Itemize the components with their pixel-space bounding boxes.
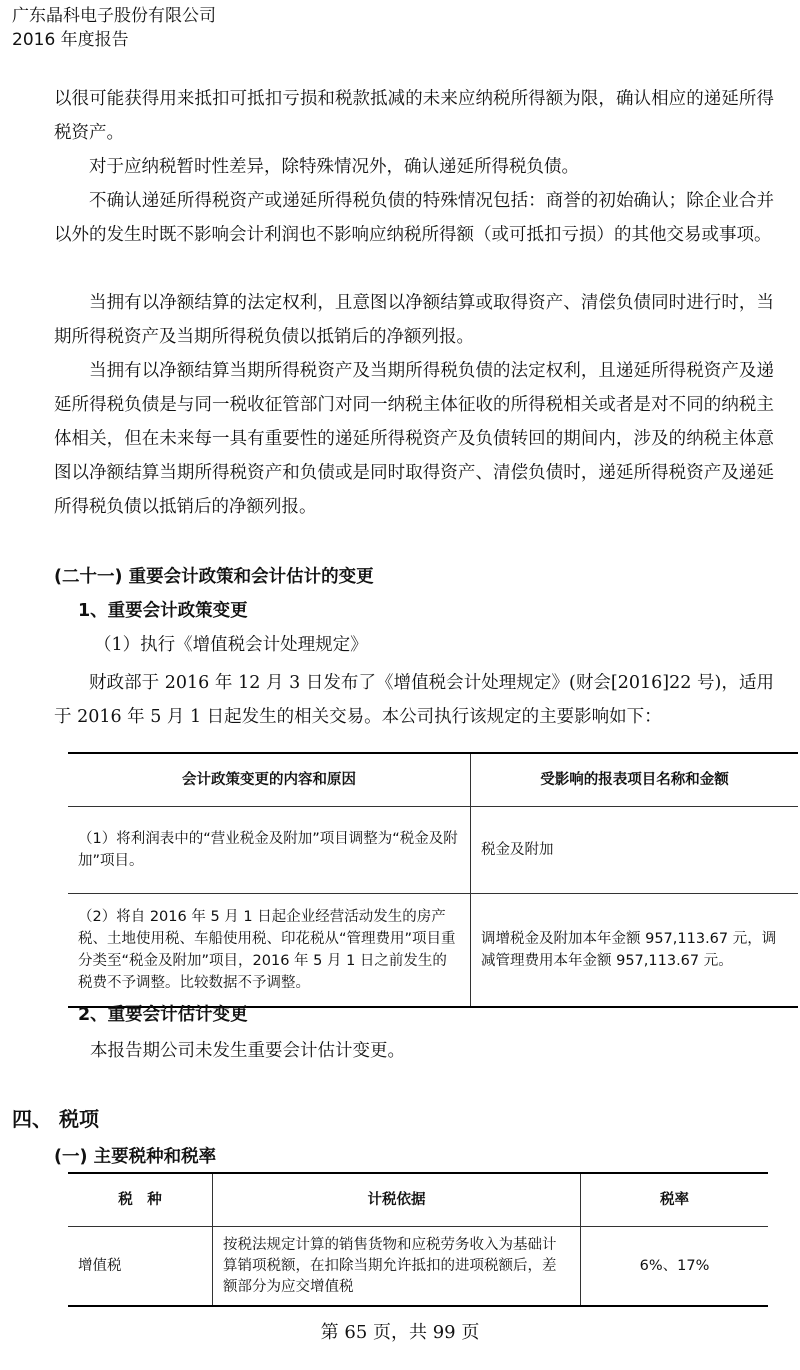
estimate-change-body: 本报告期公司未发生重要会计估计变更。 (90, 1041, 405, 1061)
table-header-row (68, 1173, 768, 1227)
paragraph-current-tax-offset: 当拥有以净额结算的法定权利，且意图以净额结算或取得资产、清偿负债同时进行时，当期所得税资产及当期所得税负债以抵销后的净额列报。 (54, 293, 774, 347)
main-taxes-heading: (一) 主要税种和税率 (54, 1147, 217, 1167)
company-name: 广东晶科电子股份有限公司 (12, 6, 216, 26)
estimate-change-heading: 2、重要会计估计变更 (78, 1005, 248, 1025)
policy-change-table (68, 752, 798, 1008)
tax-rate-table (68, 1172, 768, 1307)
paragraph-deferred-tax-liability: 对于应纳税暂时性差异，除特殊情况外，确认递延所得税负债。 (89, 157, 579, 177)
table-row (68, 1227, 768, 1307)
table-header-cell: 受影响的报表项目名称和金额 (471, 753, 799, 807)
table-cell: （2）将自 2016 年 5 月 1 日起企业经营活动发生的房产税、土地使用税、车船使用税、印花税从“管理费用”项目重分类至“税金及附加”项目，2016 年 5 月 1 日之前发生的税费不予调整。比较数据不予调整。 (68, 894, 471, 1008)
table-header-cell: 会计政策变更的内容和原因 (68, 753, 471, 807)
table-cell: 调增税金及附加本年金额 957,113.67 元，调减管理费用本年金额 957,113.67 元。 (471, 894, 799, 1008)
table-cell: 按税法规定计算的销售货物和应税劳务收入为基础计算销项税额，在扣除当期允许抵扣的进项税额后，差额部分为应交增值税 (213, 1227, 581, 1307)
page-header (12, 4, 216, 52)
table-cell: 增值税 (68, 1227, 213, 1307)
section-4-title: 四、 税项 (12, 1107, 99, 1131)
report-title: 2016 年度报告 (12, 30, 129, 50)
page-number: 第 65 页，共 99 页 (320, 1322, 480, 1343)
vat-rule-item: （1）执行《增值税会计处理规定》 (94, 635, 368, 655)
table-header-cell: 税 种 (68, 1173, 213, 1227)
paragraph-deferred-tax-asset: 以很可能获得用来抵扣可抵扣亏损和税款抵减的未来应纳税所得额为限，确认相应的递延所得税资产。 (54, 89, 774, 143)
table-cell: 6%、17% (581, 1227, 769, 1307)
paragraph-deferred-tax-offset: 当拥有以净额结算当期所得税资产及当期所得税负债的法定权利，且递延所得税资产及递延所得税负债是与同一税收征管部门对同一纳税主体征收的所得税相关或者是对不同的纳税主体相关，但在未来每一具有重要性的递延所得税资产及负债转回的期间内，涉及的纳税主体意图以净额结算当期所得税资产和负债或是同时取得资产、清偿负债时，递延所得税资产及递延所得税负债以抵销后的净额列报。 (54, 361, 774, 517)
section-21-title: (二十一) 重要会计政策和会计估计的变更 (54, 567, 374, 587)
table-header-cell: 税率 (581, 1173, 769, 1227)
table-row (68, 894, 798, 1008)
table-header-cell: 计税依据 (213, 1173, 581, 1227)
table-cell: 税金及附加 (471, 807, 799, 894)
paragraph-special-cases: 不确认递延所得税资产或递延所得税负债的特殊情况包括：商誉的初始确认；除企业合并以外的发生时既不影响会计利润也不影响应纳税所得额（或可抵扣亏损）的其他交易或事项。 (54, 191, 774, 245)
table-header-row (68, 753, 798, 807)
policy-change-heading: 1、重要会计政策变更 (78, 601, 248, 621)
table-cell: （1）将利润表中的“营业税金及附加”项目调整为“税金及附加”项目。 (68, 807, 471, 894)
vat-rule-body: 财政部于 2016 年 12 月 3 日发布了《增值税会计处理规定》(财会[2016]22 号)，适用于 2016 年 5 月 1 日起发生的相关交易。本公司执行该规定的主要影响如下： (54, 673, 774, 727)
table-row (68, 807, 798, 894)
